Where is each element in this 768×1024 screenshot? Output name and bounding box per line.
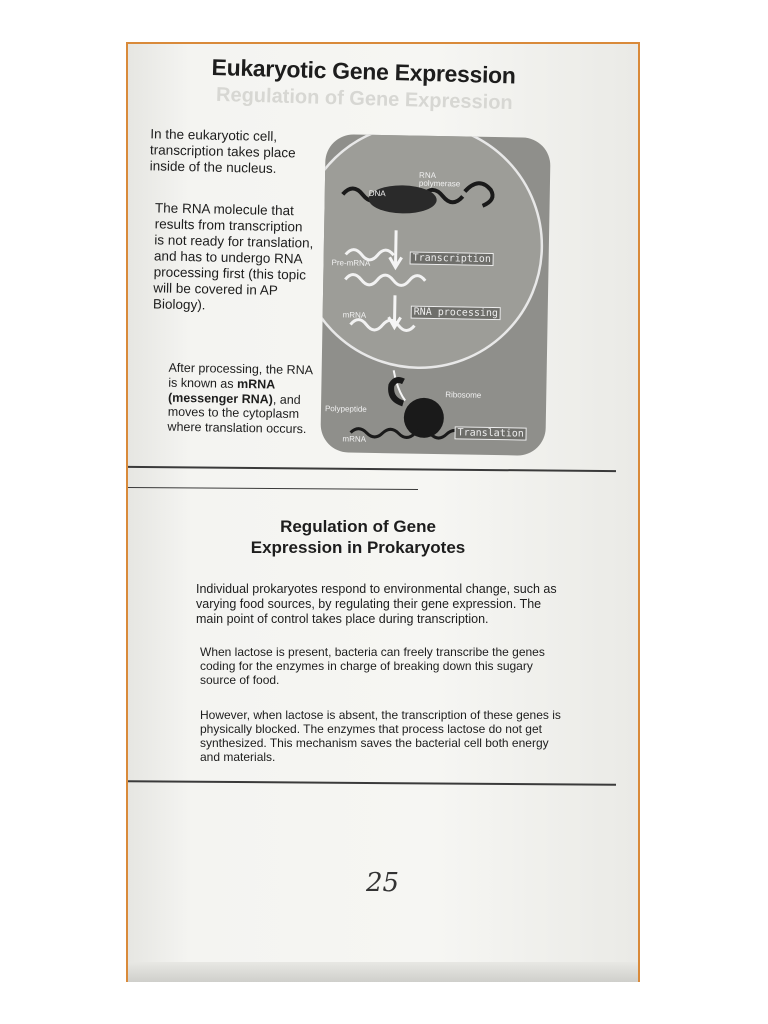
paragraph-rna-processing: The RNA molecule that results from transcription is not ready for translation, and has to undergo RNA processing first (this topic will be covered in AP Biology). [152,200,314,312]
mrna-text-pre: After processing, the RNA is known as [168,360,313,391]
label-rna-processing: RNA processing [411,306,502,321]
paragraph-lactose-present: When lactose is present, bacteria can freely transcribe the genes coding for the enzymes in charge of breaking down this sugary source of food. [200,645,545,688]
divider-line [128,466,616,472]
mrna-text-post: , and moves to the cytoplasm where translation occurs. [167,392,307,437]
ribosome-large [404,397,445,438]
paragraph-mrna [167,361,318,437]
gene-expression-diagram [320,134,551,456]
divider-line [128,487,418,490]
divider-line [128,780,616,785]
label-polypeptide: Polypeptide [324,404,367,414]
paragraph-transcription-location: In the eukaryotic cell, transcription takes place inside of the nucleus. [149,126,296,176]
mrna-strand-bottom [351,429,463,439]
label-transcription: Transcription [410,252,494,266]
show-through-text: Regulation of Gene Expression [215,83,513,115]
section-title-eukaryotic: Eukaryotic Gene Expression [211,54,516,89]
label-rna-polymerase: RNA polymerase [418,170,461,189]
paragraph-lactose-absent: However, when lactose is absent, the transcription of these genes is physically blocked. The enzymes that process lactose do not get synthesized. This mechanism saves the bacterial cell both energy and materials. [200,708,561,765]
paragraph-prokaryote-response: Individual prokaryotes respond to environmental change, such as varying food sources, by regulating their gene expression. The main point of control takes place during transcription. [196,582,557,626]
page-stack-edge [128,962,638,982]
label-translation: Translation [454,426,526,440]
document-page [128,44,638,979]
label-mrna-top: mRNA [342,310,367,320]
polypeptide-chain [391,380,404,404]
label-ribosome: Ribosome [445,390,482,400]
label-mrna-bottom: mRNA [342,434,367,444]
page-number: 25 [366,868,400,898]
label-dna: DNA [368,188,386,199]
mrna-text-bold: mRNA (messenger RNA) [167,376,275,407]
section-title-prokaryotes: Regulation of Gene Expression in Prokaryotes [250,517,466,558]
label-pre-mrna: Pre-mRNA [331,258,371,268]
